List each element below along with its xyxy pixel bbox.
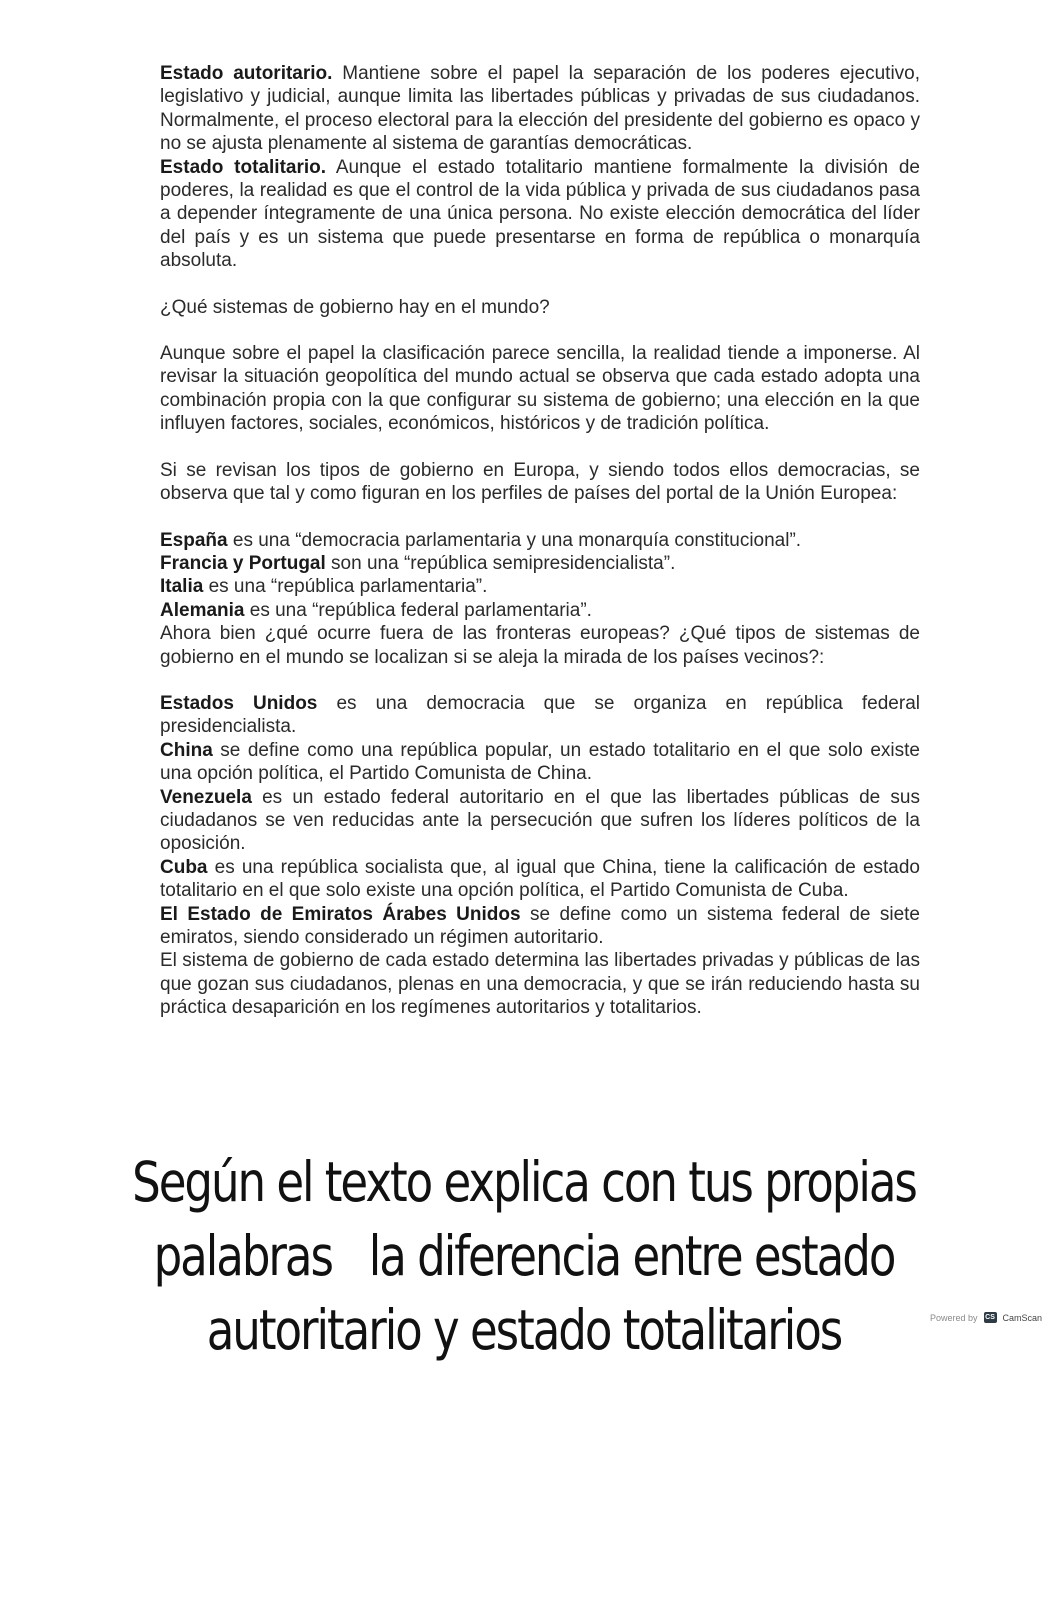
camscanner-brand: CamScan: [1002, 1312, 1043, 1323]
paragraph-europa: Si se revisan los tipos de gobierno en Europa, y siendo todos ellos democracias, se observa que tal y como figuran en los perfiles de países del portal de la Unión Europea:: [160, 459, 920, 505]
world-item: Cuba es una república socialista que, al igual que China, tiene la calificación de estado totalitario en el que solo existe una opción política, el Partido Comunista de Cuba.: [160, 856, 920, 902]
scanned-document-text: [160, 62, 920, 1020]
paragraph-clasificacion: Aunque sobre el papel la clasificación parece sencilla, la realidad tiende a imponerse. Al revisar la situación geopolítica del mundo actual se observa que cada estado adopta una combinación propia con la que configurar su sistema de gobierno; una elección en la que influyen factores, sociales, económicos, históricos y de tradición política.: [160, 343, 920, 435]
world-item: Estados Unidos es una democracia que se organiza en república federal presidencialista.: [160, 692, 920, 738]
section-question: ¿Qué sistemas de gobierno hay en el mundo?: [160, 296, 550, 318]
world-item: El Estado de Emiratos Árabes Unidos se define como un sistema federal de siete emiratos, siendo considerado un régimen autoritario.: [160, 903, 921, 948]
paragraph-fuera-de-europa: Ahora bien ¿qué ocurre fuera de las fronteras europeas? ¿Qué tipos de sistemas de gobierno en el mundo se localizan si se aleja la mirada de los países vecinos?:: [160, 623, 920, 668]
powered-by-label: Powered by: [930, 1312, 978, 1323]
prompt-line: autoritario y estado totalitarios: [206, 1298, 842, 1362]
term-estado-autoritario: Estado autoritario.: [160, 63, 333, 84]
prompt-line: palabras la diferencia entre estado: [153, 1224, 895, 1288]
world-item: China se define como una república popular, un estado totalitario en el que solo existe una opción política, el Partido Comunista de China.: [160, 739, 920, 785]
world-item: Venezuela es un estado federal autoritario en el que las libertades públicas de sus ciudadanos se ven reducidas ante la persecución que sufren los líderes políticos de la oposición.: [160, 786, 920, 855]
europe-item: Italia es una “república parlamentaria”.: [160, 576, 488, 598]
camscanner-logo-icon: CS: [985, 1314, 995, 1321]
paragraph-conclusion: El sistema de gobierno de cada estado determina las libertades privadas y públicas de las que gozan sus ciudadanos, plenas en una democracia, y que se irán reduciendo hasta su práctica desaparición en los regímenes autoritarios y totalitarios.: [160, 950, 920, 1019]
europe-item: Francia y Portugal son una “república semipresidencialista”.: [160, 552, 676, 574]
paragraph-estado-totalitario: Estado totalitario. Aunque el estado totalitario mantiene formalmente la división de poderes, la realidad es que el control de la vida pública y privada de sus ciudadanos pasa a depender íntegramente de una única persona. No existe elección democrática del líder del país y es un sistema que puede presentarse en forma de república o monarquía absoluta.: [160, 156, 920, 272]
term-estado-totalitario: Estado totalitario.: [160, 156, 327, 178]
europe-item: España es una “democracia parlamentaria y una monarquía constitucional”.: [160, 529, 802, 551]
prompt-line: Según el texto explica con tus propias: [132, 1150, 916, 1214]
assignment-prompt: [94, 1145, 953, 1367]
europe-item: Alemania es una “república federal parlamentaria”.: [160, 599, 592, 621]
paragraph-estado-autoritario: Estado autoritario. Mantiene sobre el papel la separación de los poderes ejecutivo, legislativo y judicial, aunque limita las libertades públicas y privadas de sus ciudadanos. Normalmente, el proceso electoral para la elección del presidente del gobierno es opaco y no se ajusta plenamente al sistema de garantías democráticas.: [160, 63, 921, 155]
camscanner-watermark: [930, 1312, 1042, 1323]
